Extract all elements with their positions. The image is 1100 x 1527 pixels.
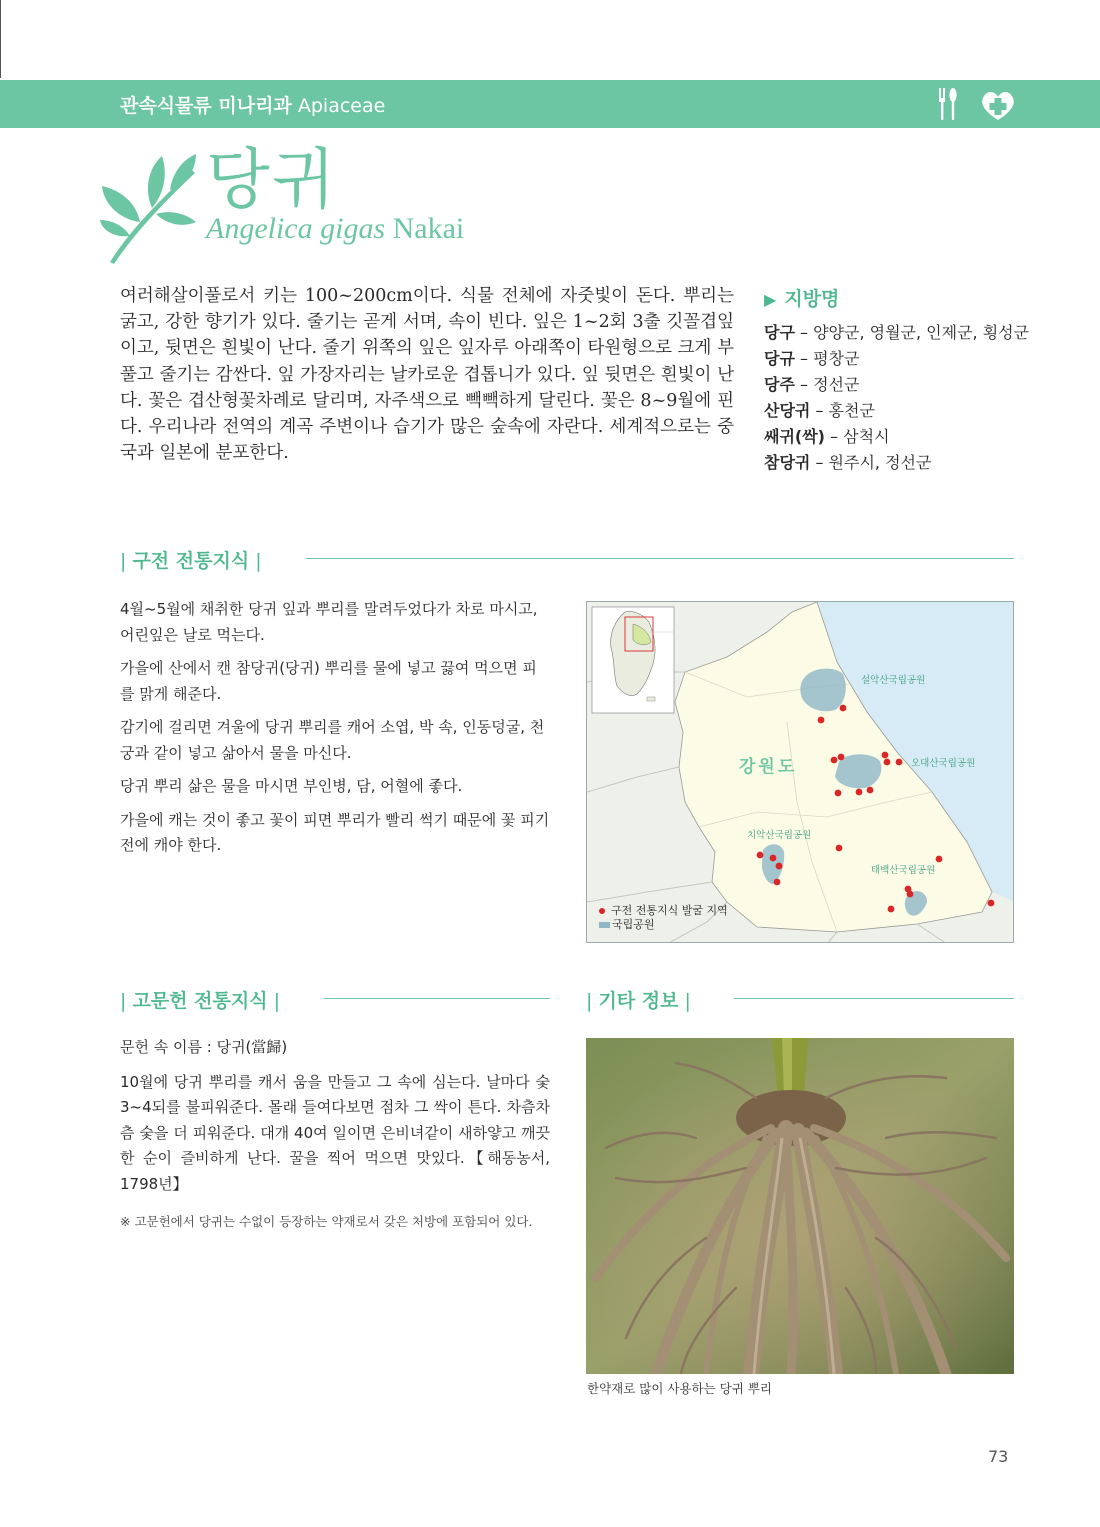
dialect-regions: – 원주시, 정선군: [810, 453, 932, 472]
distribution-map: [586, 601, 1014, 943]
literature-note: ※ 고문헌에서 당귀는 수없이 등장하는 약재로서 갖은 처방에 포함되어 있다.: [120, 1214, 533, 1229]
site-marker: [988, 900, 995, 907]
dialect-regions: – 삼척시: [825, 427, 890, 446]
page-number: 73: [988, 1447, 1009, 1466]
dialect-name: 참당귀: [764, 453, 811, 472]
site-markers: [587, 602, 1014, 943]
site-marker: [774, 879, 781, 886]
site-marker: [831, 757, 838, 764]
dialect-heading: [764, 284, 1054, 311]
site-marker: [888, 906, 895, 913]
oral-tradition-text: [120, 597, 550, 867]
legend-parks: [599, 918, 728, 932]
dialect-name: 쌔귀(싹): [764, 427, 825, 446]
other-info-heading-text: 기타 정보: [598, 990, 679, 1012]
park-label: 치악산국립공원: [747, 830, 812, 841]
scientific-binomial: Angelica gigas: [206, 212, 386, 245]
site-marker: [882, 752, 889, 759]
site-marker: [770, 855, 777, 862]
park-label: 태백산국립공원: [871, 865, 936, 876]
dialect-name: 당주: [764, 375, 795, 394]
section-divider: [734, 998, 1014, 999]
map-legend: [599, 904, 728, 932]
scientific-author: Nakai: [392, 212, 465, 245]
site-marker: [818, 717, 825, 724]
legend-sites-text: 구전 전통지식 발굴 지역: [611, 904, 728, 917]
literature-name-line: 문헌 속 이름 : 당귀(當歸): [120, 1038, 288, 1056]
family-latin: Apiaceae: [297, 95, 386, 117]
literature-text: [120, 1035, 550, 1235]
dialect-row: [764, 346, 1054, 372]
site-marker: [867, 787, 874, 794]
species-description: 여러해살이풀로서 키는 100~200cm이다. 식물 전체에 자줏빛이 돈다. 뿌리는 굵고, 강한 향기가 있다. 줄기는 곧게 서며, 속이 빈다. 잎은 1~2회 3출 깃꼴겹잎이고, 뒷면은 흰빛이 난다. 줄기 위쪽의 잎은 잎자루 아래쪽이 타원형으로 크게 부풀고 줄기는 감싼다. 잎 가장자리는 날카로운 겹톱니가 있다. 잎 뒷면은 흰빛이 난다. 꽃은 겹산형꽃차례로 달리며, 자주색으로 빽빽하게 달린다. 꽃은 8~9월에 핀다. 우리나라 전역의 계곡 주변이나 습기가 많은 숲속에 자란다. 세계적으로는 중국과 일본에 분포한다.: [120, 286, 734, 464]
oral-paragraph: 가을에 산에서 캔 참당귀(당귀) 뿌리를 물에 넣고 끓여 먹으면 피를 맑게 해준다.: [120, 659, 537, 703]
oral-paragraph: 가을에 캐는 것이 좋고 꽃이 피면 뿌리가 빨리 썩기 때문에 꽃 피기 전에 캐야 한다.: [120, 810, 550, 854]
heading-bar-left: |: [120, 550, 133, 572]
dialect-heading-text: 지방명: [784, 288, 840, 310]
triangle-bullet-icon: ▶: [764, 290, 777, 309]
leaf-logo-icon: [100, 150, 200, 265]
heading-bar-right: |: [678, 990, 691, 1012]
oral-tradition-heading: [120, 546, 262, 573]
oral-paragraph: 4월~5월에 채취한 당귀 잎과 뿌리를 말려두었다가 차로 마시고, 어린잎은 날로 먹는다.: [120, 600, 538, 644]
heading-bar-right: |: [249, 550, 262, 572]
category-label: [120, 91, 385, 118]
park-label: 오대산국립공원: [911, 758, 976, 769]
literature-heading: [120, 986, 280, 1013]
dialect-row: [764, 320, 1054, 346]
dialect-row: [764, 424, 1054, 450]
heart-cross-icon: [982, 92, 1014, 120]
dialect-row: [764, 372, 1054, 398]
fork-spoon-icon: [939, 88, 957, 120]
site-marker: [907, 891, 914, 898]
page-edge-rule: [0, 0, 1, 78]
literature-heading-text: 고문헌 전통지식: [132, 990, 268, 1012]
oral-paragraph: 당귀 뿌리 삶은 물을 마시면 부인병, 담, 어혈에 좋다.: [120, 777, 463, 795]
legend-parks-text: 국립공원: [612, 918, 655, 931]
site-marker: [936, 856, 943, 863]
species-scientific-name: [206, 212, 464, 246]
site-marker: [776, 863, 783, 870]
site-marker: [838, 754, 845, 761]
heading-bar-left: |: [120, 990, 133, 1012]
red-dot-icon: [599, 908, 605, 914]
angelica-root-photo: [586, 1038, 1014, 1374]
dialect-row: [764, 398, 1054, 424]
site-marker: [835, 790, 842, 797]
park-label: 설악산국립공원: [861, 675, 926, 686]
header-icons: [932, 84, 1032, 124]
category-header: [0, 80, 1100, 128]
oral-tradition-heading-text: 구전 전통지식: [132, 550, 250, 572]
province-label: 강원도: [739, 757, 798, 777]
dialect-regions: – 정선군: [794, 375, 860, 394]
site-marker: [896, 759, 903, 766]
dialect-names-panel: [764, 284, 1054, 476]
literature-paragraph: 10월에 당귀 뿌리를 캐서 움을 만들고 그 속에 심는다. 날마다 숯 3~4되를 불피워준다. 몰래 들여다보면 점차 그 싹이 튼다. 차츰차츰 숯을 더 피워준다. 대개 40여 일이면 은비녀같이 새하얗고 깨끗한 순이 즐비하게 난다. 꿀을 찍어 먹으면 맛있다.【해동농서, 1798년】: [120, 1072, 550, 1193]
site-marker: [840, 705, 847, 712]
dialect-name: 산당귀: [764, 401, 811, 420]
dialect-row: [764, 450, 1054, 476]
legend-sites: [599, 904, 728, 918]
park-swatch-icon: [599, 922, 610, 928]
dialect-name: 당규: [764, 349, 795, 368]
other-info-heading: [586, 986, 691, 1013]
section-divider: [306, 558, 1014, 559]
dialect-regions: – 평창군: [794, 349, 860, 368]
photo-caption: 한약재로 많이 사용하는 당귀 뿌리: [587, 1381, 772, 1396]
site-marker: [757, 852, 764, 859]
section-divider: [324, 998, 550, 999]
dialect-name: 당구: [764, 323, 795, 342]
category-korean: 관속식물류 미나리과: [120, 95, 292, 117]
oral-paragraph: 감기에 걸리면 겨울에 당귀 뿌리를 캐어 소엽, 박 속, 인동덩굴, 천궁과 같이 넣고 삶아서 물을 마신다.: [120, 718, 545, 762]
site-marker: [884, 759, 891, 766]
heading-bar-left: |: [586, 990, 599, 1012]
site-marker: [856, 789, 863, 796]
root-illustration: [586, 1038, 1014, 1374]
site-marker: [836, 845, 843, 852]
heading-bar-right: |: [267, 990, 280, 1012]
species-korean-name: 당귀: [206, 141, 338, 218]
dialect-regions: – 양양군, 영월군, 인제군, 횡성군: [794, 323, 1030, 342]
dialect-regions: – 홍천군: [810, 401, 875, 420]
